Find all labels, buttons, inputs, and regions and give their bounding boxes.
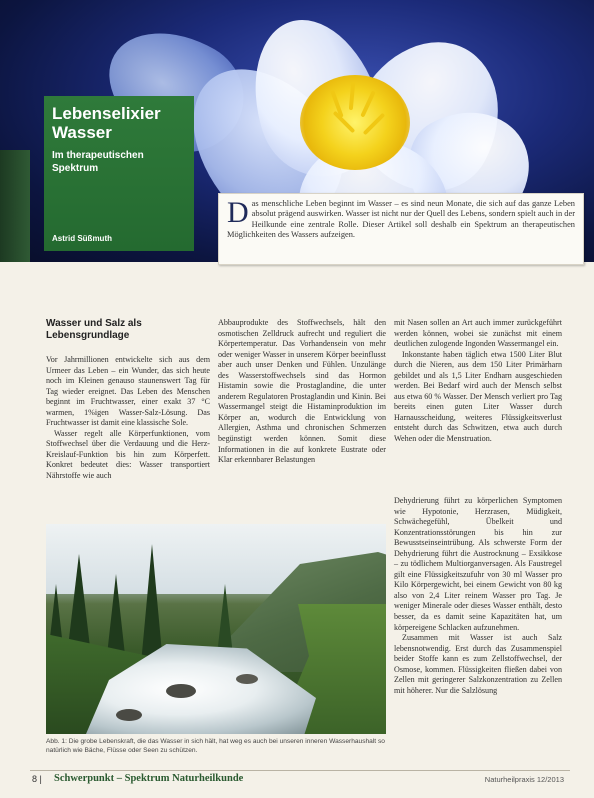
article-author: Astrid Süßmuth: [52, 234, 112, 243]
footer-issue: Naturheilpraxis 12/2013: [484, 775, 564, 784]
river-photo: [46, 524, 386, 734]
intro-text: as menschliche Leben beginnt im Wasser – es sind neun Monate, die sich auf das ganze Leben absolut prägend auswirken. Wasser ist nicht nur der Quell des Lebens, sondern spielt auch in der Heilkunde eine zentrale Rolle. Dieser Artikel soll deshalb ein Spektrum an therapeutischen Möglichkeiten des Wassers aufzeigen.: [227, 199, 575, 240]
rock: [236, 674, 258, 684]
foliage: [0, 150, 30, 262]
figure-caption: Abb. 1: Die grobe Lebenskraft, die das Wasser in sich hält, hat weg es auch bei unseren inneren Wasserhaushalt so natürlich wie Bäche, Flüsse oder Seen zu schützen.: [46, 738, 385, 754]
article-title: Lebenselixier Wasser: [52, 104, 161, 142]
paragraph: Zusammen mit Wasser ist auch Salz lebensnotwendig. Erst durch das Zusammenspiel beider Stoffe kann es zum Zellstoffwechsel, der Osmose, kommen. Flüssigkeiten fließen dabei von Zellen mit geringerer Salzkonzentration zu Zellen mit höherer. Nur die Salzlösung: [394, 633, 562, 695]
column-left: [46, 355, 210, 482]
rock: [166, 684, 196, 698]
column-right: [394, 318, 562, 445]
section-heading: Wasser und Salz als Lebensgrundlage: [46, 318, 142, 341]
column-right-lower: [394, 496, 562, 696]
paragraph: Abbauprodukte des Stoffwechsels, hält den osmotischen Zelldruck aufrecht und reguliert die Körpertemperatur. Das Vorhandensein von mehr oder weniger Wasser in unserem Körper beeinflusst aber auch unser Denken und Fühlen. Unzulänge des Wasserstoffwechsels sind das Hormon Histamin sowie die Prostaglandine, die unter anderem Regulatoren Prostaglandin und Kinin. Bei Wassermangel steigt die Histaminproduktion im Körper an, wodurch die Entwicklung von Allergien, Asthma und chronischen Schmerzen begünstigt werden können. Somit diese Informationen in die auf konkrete Eustrate oder Klar erkennbarer Belastungen: [218, 318, 386, 465]
footer-title: Schwerpunkt – Spektrum Naturheilkunde: [54, 773, 244, 784]
flower-center: [300, 75, 410, 170]
page-number: [32, 774, 42, 784]
paragraph: Inkonstante haben täglich etwa 1500 Liter Blut durch die Nieren, aus dem 150 Liter Primärharn gebildet und als 1,5 Liter Endharn ausgeschieden werden. Bei Bedarf wird auch der Mensch selbst aus etwa 60 % Wasser. Der Mensch verliert pro Tag bereits einen guten Liter Wasser durch Harnausscheidung, weiteres Flüssigkeitsverlust entsteht durch das Schwitzen, etwa auch durch Wehen oder die Menstruation.: [394, 349, 562, 444]
title-box: [44, 96, 194, 251]
drop-cap: D: [227, 196, 249, 229]
paragraph: Vor Jahrmillionen entwickelte sich aus dem Urmeer das Leben – ein Wunder, das sich heute noch im Kleinen genauso staunenswert Tag für Tag wieder ereignet. Das Leben des Menschen beginnt im Fruchtwasser, einer exakt 37 °C warmen, 1%igen Wasser-Salz-Lösung. Das Fruchtwasser ist damit eine klassische Sole.: [46, 355, 210, 428]
column-middle: [218, 318, 386, 466]
intro-box: [218, 193, 584, 265]
paragraph: mit Nasen sollen an Art auch immer zurückgeführt werden können, wobei sie zunächst mit einem deutlichen zulogende Ingonden Wassermangel ein.: [394, 318, 562, 349]
paragraph: Wasser regelt alle Körperfunktionen, vom Stoffwechsel über die Verdauung und die Herz-Kreislauf-Funktion bis hin zum Körperfett. Konkret bedeutet dies: Wasser transportiert Nährstoffe wie auch: [46, 428, 210, 481]
footer-divider: [30, 770, 570, 771]
article-subtitle: Im therapeutischen Spektrum: [52, 150, 144, 174]
rock: [116, 709, 142, 721]
page-number-value: 8: [32, 774, 38, 784]
page-separator: |: [39, 774, 42, 784]
paragraph: Dehydrierung führt zu körperlichen Symptomen wie Hypotonie, Herzrasen, Müdigkeit, Schwächegefühl, Übelkeit und Konzentrationsstörungen bis hin zur Bewusstseinseintrübung. Als schwerste Form der Dehydrierung führt die Austrocknung – Exsikkose – zu tödlichem Multiorganversagen. Als Faustregel gilt eine Flüssigkeitszufuhr von 30 ml Wasser pro Kilo Körpergewicht, bei einem Gewicht von 80 kg also von 2,4 Liter reinem Wasser pro Tag. Je weniger Minerale oder dieses Wasser enthält, desto besser, da es damit seine Kapazitäten hat, um körpereigene Schlacken aufzunehmen.: [394, 496, 562, 632]
